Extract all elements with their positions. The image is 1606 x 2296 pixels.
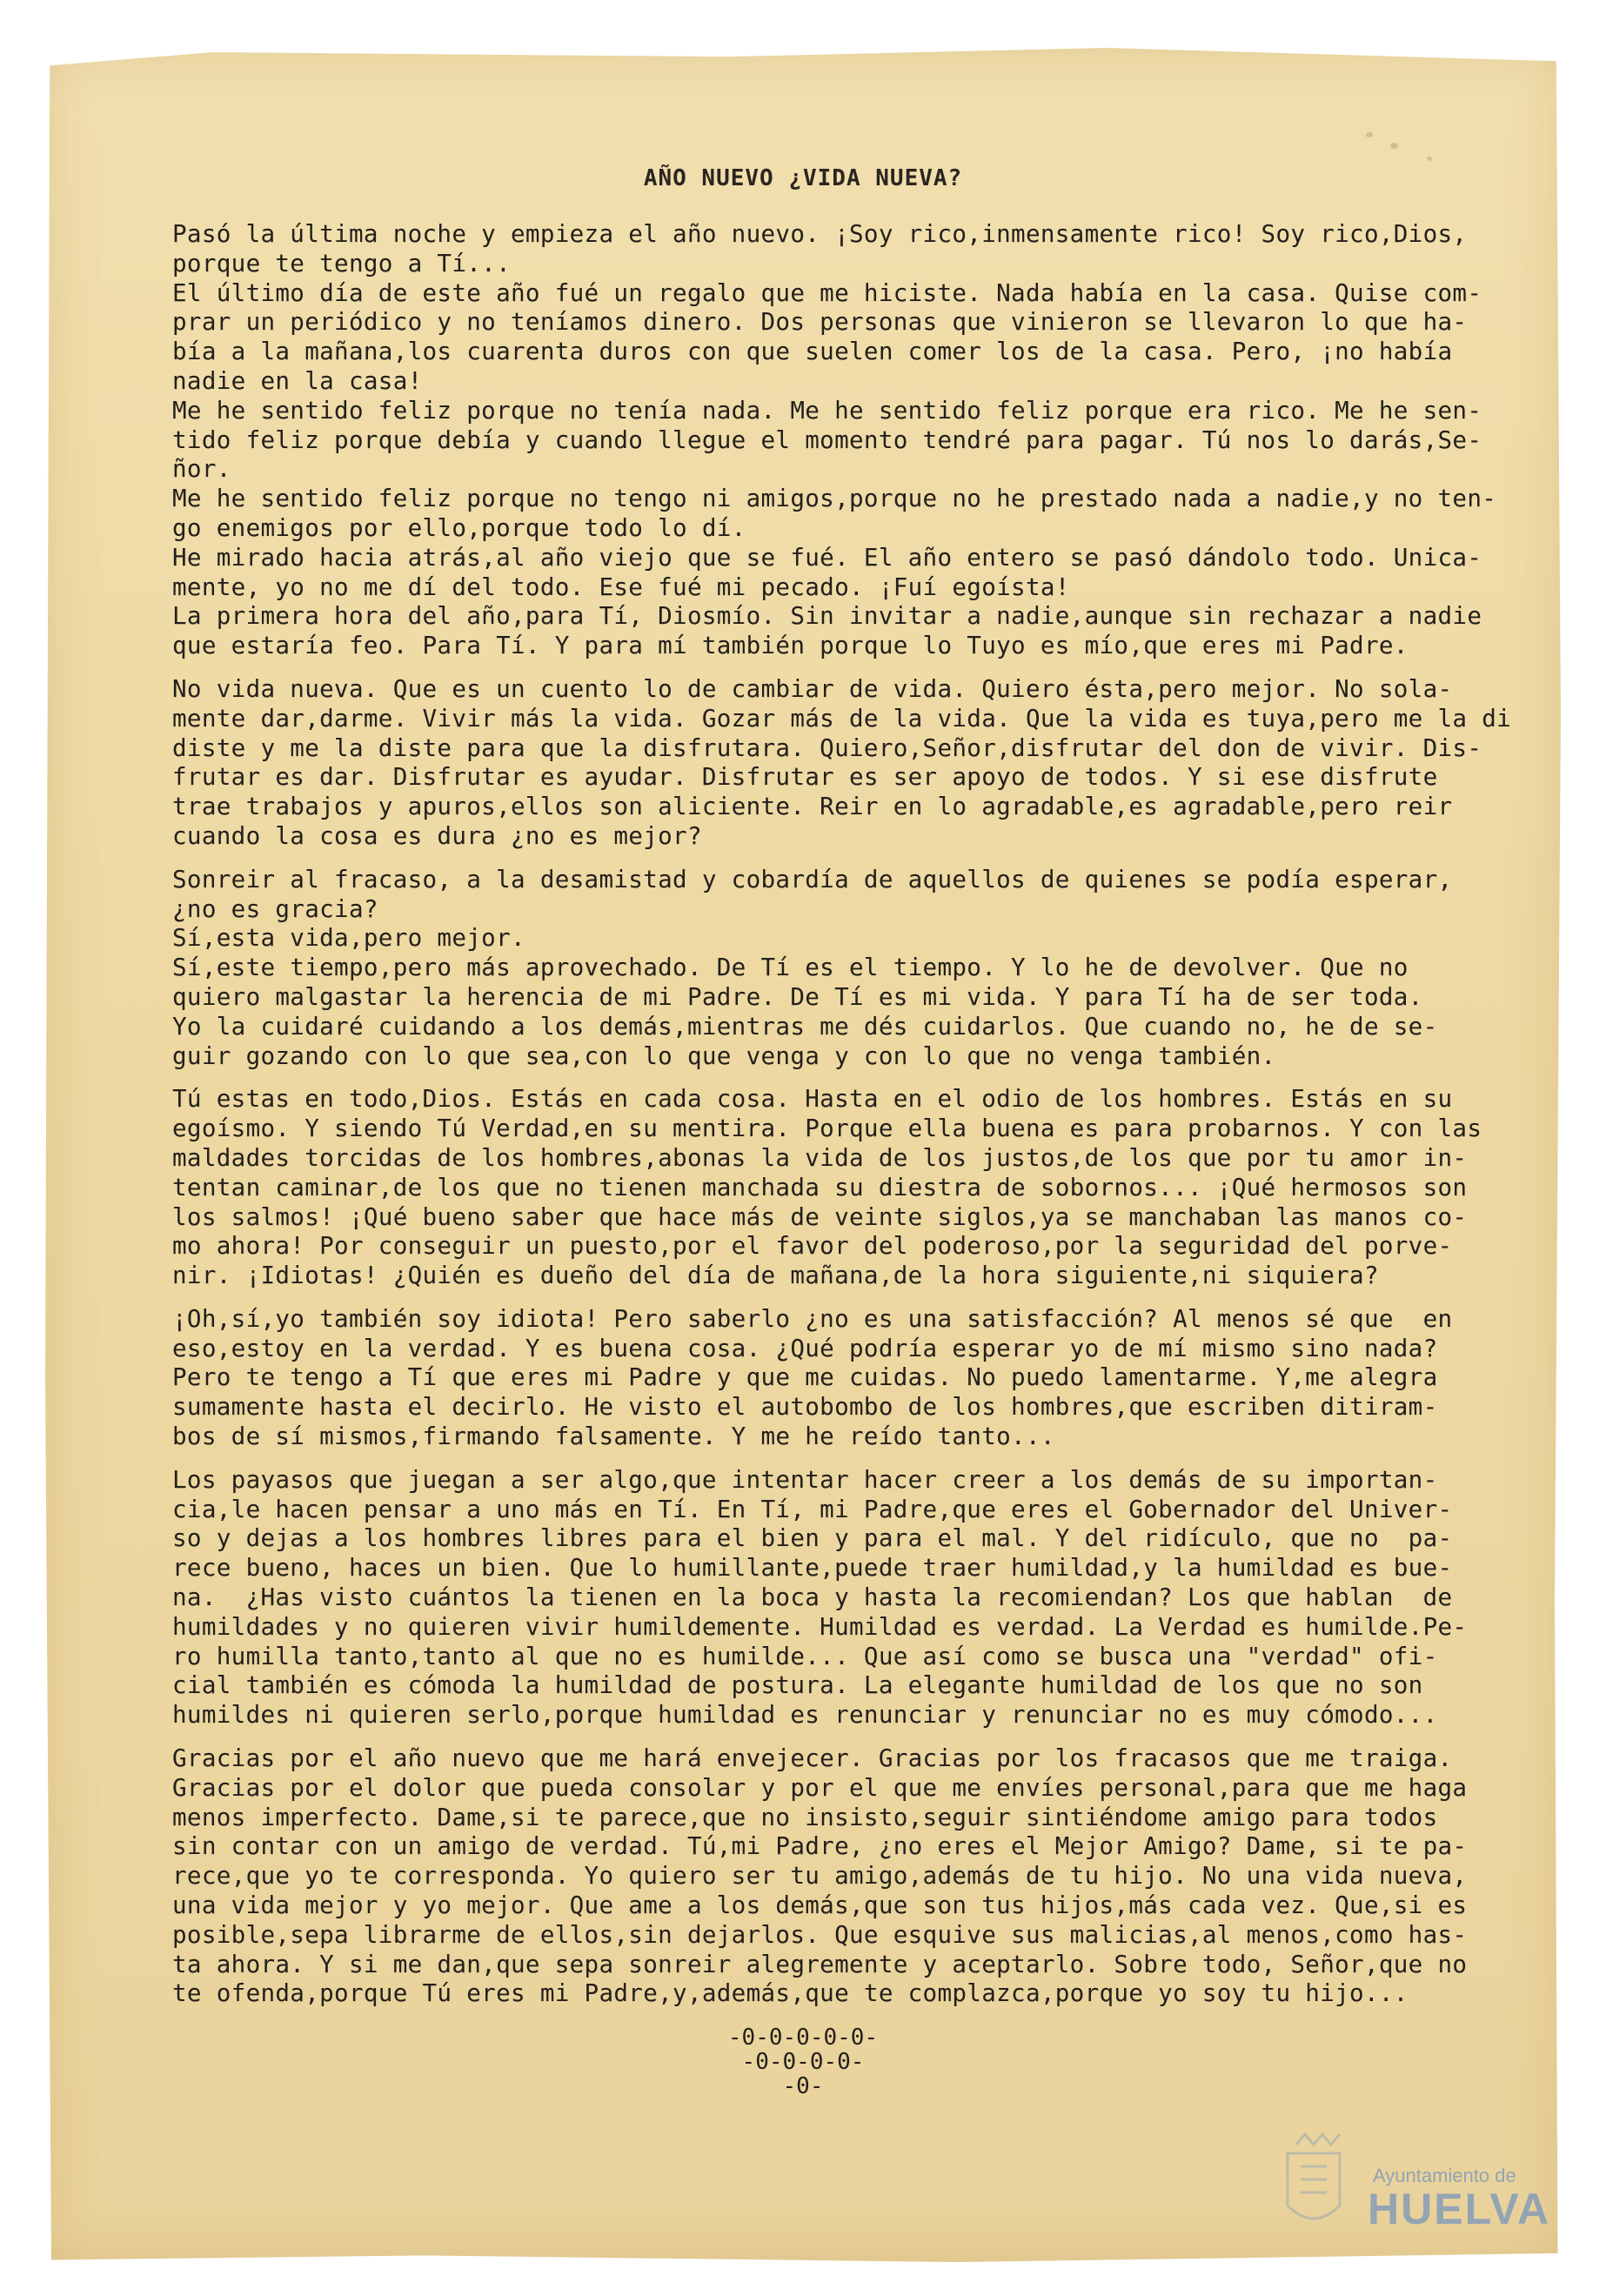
- ornament-row: -0-0-0-0-: [741, 2049, 865, 2075]
- paragraph-gap: [172, 851, 1488, 865]
- text-line: Sí,este tiempo,pero más aprovechado. De Tí es el tiempo. Y lo he de devolver. Que no: [172, 953, 1409, 982]
- text-line: Gracias por el año nuevo que me hará envejecer. Gracias por los fracasos que me traiga.: [172, 1744, 1453, 1773]
- paper-mark: [1390, 143, 1398, 149]
- text-line: La primera hora del año,para Tí, Diosmío. Sin invitar a nadie,aunque sin rechazar a nadie: [172, 601, 1482, 631]
- text-line: Yo la cuidaré cuidando a los demás,mientras me dés cuidarlos. Que cuando no, he de se-: [172, 1011, 1438, 1041]
- text-line: cial también es cómoda la humildad de postura. La elegante humildad de los que no son: [172, 1670, 1423, 1700]
- text-line: que estaría feo. Para Tí. Y para mí también porque lo Tuyo es mío,que eres mi Padre.: [172, 631, 1409, 660]
- text-line: cuando la cosa es dura ¿no es mejor?: [172, 820, 702, 850]
- text-line: humildades y no quieren vivir humildemente. Humildad es verdad. La Verdad es humilde.Pe-: [172, 1611, 1468, 1641]
- end-ornament: [0, 2025, 1606, 2099]
- paragraph-gap: [172, 1070, 1488, 1084]
- text-line: Me he sentido feliz porque no tengo ni amigos,porque no he prestado nada a nadie,y no ten-: [172, 484, 1497, 513]
- text-line: Sí,esta vida,pero mejor.: [172, 923, 525, 953]
- paragraph: [172, 1304, 1488, 1451]
- watermark-line2: HUELVA: [1368, 2185, 1551, 2233]
- text-line: Pero te tengo a Tí que eres mi Padre y que me cuidas. No puedo lamentarme. Y,me alegra: [172, 1362, 1438, 1392]
- paragraph-gap: [172, 1451, 1488, 1465]
- paragraph-gap: [172, 1290, 1488, 1304]
- text-line: El último día de este año fué un regalo que me hiciste. Nada había en la casa. Quise com-: [172, 278, 1482, 307]
- text-line: rece,que yo te corresponda. Yo quiero ser tu amigo,además de tu hijo. No una vida nueva,: [172, 1861, 1468, 1891]
- text-line: porque te tengo a Tí...: [172, 248, 511, 278]
- paper-mark: [1366, 132, 1373, 137]
- text-line: te ofenda,porque Tú eres mi Padre,y,además,que te complazca,porque yo soy tu hijo...: [172, 1978, 1409, 2008]
- text-line: guir gozando con lo que sea,con lo que venga y con lo que no venga también.: [172, 1041, 1276, 1070]
- text-line: Tú estas en todo,Dios. Estás en cada cosa. Hasta en el odio de los hombres. Estás en su: [172, 1084, 1453, 1114]
- text-line: los salmos! ¡Qué bueno saber que hace más de veinte siglos,ya se manchaban las manos co-: [172, 1202, 1468, 1231]
- text-line: Pasó la última noche y empieza el año nuevo. ¡Soy rico,inmensamente rico! Soy rico,Dios,: [172, 219, 1468, 248]
- paragraph: [172, 1744, 1488, 2008]
- text-line: cia,le hacen pensar a uno más en Tí. En Tí, mi Padre,que eres el Gobernador del Univer-: [172, 1494, 1453, 1523]
- paragraph: [172, 673, 1512, 851]
- paragraph-gap: [172, 1730, 1488, 1744]
- ornament-row: -0-: [782, 2073, 824, 2099]
- text-line: tido feliz porque debía y cuando llegue el momento tendré para pagar. Tú nos lo darás,Se-: [172, 425, 1482, 454]
- text-line: sumamente hasta el decirlo. He visto el autobombo de los hombres,que escriben ditiram-: [172, 1392, 1438, 1422]
- text-line: No vida nueva. Que es un cuento lo de cambiar de vida. Quiero ésta,pero mejor. No sola-: [172, 673, 1453, 703]
- paragraph-gap: [172, 660, 1488, 674]
- paragraph: [172, 865, 1488, 1071]
- text-line: He mirado hacia atrás,al año viejo que se fué. El año entero se pasó dándolo todo. Unica-: [172, 542, 1482, 572]
- text-line: go enemigos por ello,porque todo lo dí.: [172, 512, 746, 542]
- text-line: humildes ni quieren serlo,porque humildad es renunciar y renunciar no es muy cómodo...: [172, 1700, 1438, 1730]
- text-line: mo ahora! Por conseguir un puesto,por el favor del poderoso,por la seguridad del porve-: [172, 1231, 1453, 1261]
- text-line: diste y me la diste para que la disfrutara. Quiero,Señor,disfrutar del don de vivir. Dis-: [172, 733, 1482, 762]
- text-line: mente dar,darme. Vivir más la vida. Gozar más de la vida. Que la vida es tuya,pero me la di: [172, 703, 1512, 733]
- text-line: ñor.: [172, 454, 231, 484]
- text-line: so y dejas a los hombres libres para el bien y para el mal. Y del ridículo, que no pa-: [172, 1523, 1453, 1553]
- text-line: ¿no es gracia?: [172, 894, 378, 923]
- text-line: Los payasos que juegan a ser algo,que intentar hacer creer a los demás de su importan-: [172, 1464, 1438, 1494]
- paragraph: [172, 219, 1497, 660]
- text-line: posible,sepa librarme de ellos,sin dejarlos. Que esquive sus malicias,al menos,como has-: [172, 1919, 1468, 1949]
- text-line: Me he sentido feliz porque no tenía nada. Me he sentido feliz porque era rico. Me he sen-: [172, 395, 1482, 425]
- paragraph: [172, 1465, 1488, 1730]
- text-line: tentan caminar,de los que no tienen manchada su diestra de sobornos... ¡Qué hermosos son: [172, 1172, 1468, 1202]
- text-line: na. ¿Has visto cuántos la tienen en la boca y hasta la recomiendan? Los que hablan de: [172, 1583, 1453, 1612]
- text-line: menos imperfecto. Dame,si te parece,que no insisto,seguir sintiéndome amigo para todos: [172, 1802, 1438, 1831]
- text-line: quiero malgastar la herencia de mi Padre. De Tí es mi vida. Y para Tí ha de ser toda.: [172, 981, 1423, 1011]
- text-line: ¡Oh,sí,yo también soy idiota! Pero saberlo ¿no es una satisfacción? Al menos sé que en: [172, 1303, 1453, 1333]
- document-body: [172, 219, 1512, 2008]
- text-line: Gracias por el dolor que pueda consolar y por el que me envíes personal,para que me haga: [172, 1772, 1468, 1802]
- text-line: egoísmo. Y siendo Tú Verdad,en su mentira. Porque ella buena es para probarnos. Y con las: [172, 1114, 1482, 1143]
- text-line: mente, yo no me dí del todo. Ese fué mi pecado. ¡Fuí egoísta!: [172, 572, 1070, 601]
- paper-mark: [1427, 157, 1432, 161]
- text-line: trae trabajos y apuros,ellos son aliciente. Reir en lo agradable,es agradable,pero reir: [172, 792, 1453, 821]
- text-line: bos de sí mismos,firmando falsamente. Y me he reído tanto...: [172, 1422, 1055, 1451]
- text-line: eso,estoy en la verdad. Y es buena cosa. ¿Qué podría esperar yo de mí mismo sino nada?: [172, 1333, 1438, 1362]
- text-line: prar un periódico y no teníamos dinero. Dos personas que vinieron se llevaron lo que ha-: [172, 307, 1468, 337]
- text-line: ta ahora. Y si me dan,que sepa sonreir alegremente y aceptarlo. Sobre todo, Señor,que no: [172, 1949, 1468, 1978]
- text-line: maldades torcidas de los hombres,abonas la vida de los justos,de los que por tu amor in-: [172, 1142, 1468, 1172]
- text-line: nir. ¡Idiotas! ¿Quién es dueño del día de mañana,de la hora siguiente,ni siquiera?: [172, 1261, 1379, 1290]
- text-line: una vida mejor y yo mejor. Que ame a los demás,que son tus hijos,más cada vez. Que,si es: [172, 1891, 1468, 1920]
- text-line: bía a la mañana,los cuarenta duros con que suelen comer los de la casa. Pero, ¡no había: [172, 337, 1453, 366]
- text-line: rece bueno, haces un bien. Que lo humillante,puede traer humildad,y la humildad es bue-: [172, 1553, 1453, 1583]
- text-line: Sonreir al fracaso, a la desamistad y cobardía de aquellos de quienes se podía esperar,: [172, 864, 1453, 894]
- text-line: nadie en la casa!: [172, 365, 423, 395]
- ornament-row: -0-0-0-0-0-: [727, 2025, 879, 2051]
- text-line: frutar es dar. Disfrutar es ayudar. Disfrutar es ser apoyo de todos. Y si ese disfrute: [172, 762, 1438, 792]
- text-line: sin contar con un amigo de verdad. Tú,mi Padre, ¿no eres el Mejor Amigo? Dame, si te pa-: [172, 1831, 1468, 1861]
- text-line: ro humilla tanto,tanto al que no es humilde... Que así como se busca una "verdad" ofi-: [172, 1641, 1438, 1670]
- watermark-line1: Ayuntamiento de: [1373, 2165, 1516, 2186]
- document-title: AÑO NUEVO ¿VIDA NUEVA?: [643, 165, 963, 191]
- paragraph: [172, 1084, 1488, 1290]
